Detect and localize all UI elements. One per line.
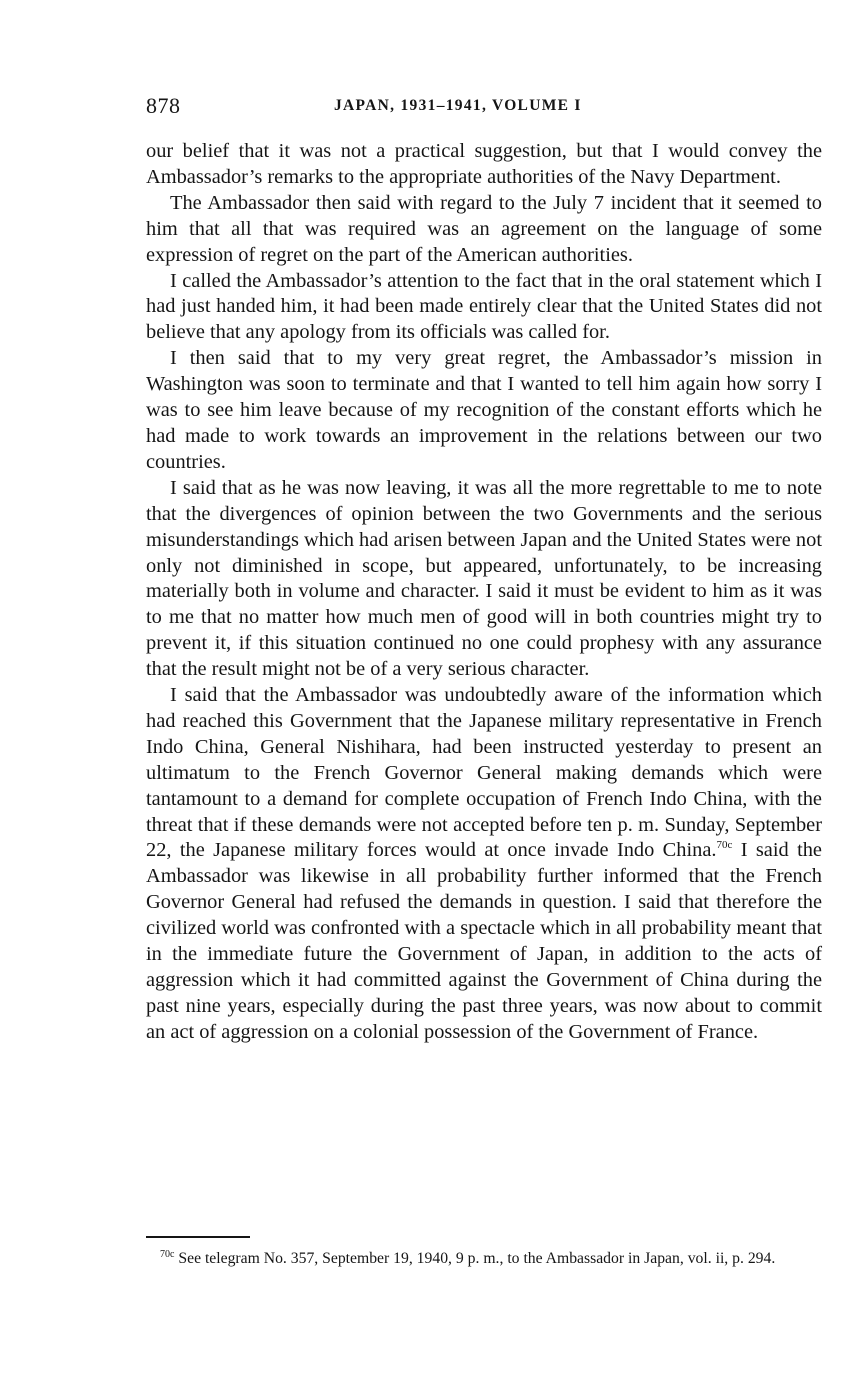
footnote [146,1249,817,1269]
paragraph-1: our belief that it was not a practical suggestion, but that I would convey the Ambassador’s remarks to the appropriate authorities of the Navy Department. [146,140,822,188]
footnote-reference[interactable]: 70c [716,839,733,852]
paragraph-6-part-2: I said the Ambassador was likewise in all probability further informed that the French Governor General had refused the demands in question. I said that therefore the civilized world was confronted with a spectacle which in all probability meant that in the immediate future the Government of Japan, in addition to the acts of aggression which it had committed against the Government of China during the past nine years, especially during the past three years, was now about to commit an act of aggression on a colonial possession of the Government of France. [146,839,822,1043]
footnote-marker: 70c [160,1249,175,1260]
paragraph-4: I then said that to my very great regret, the Ambassador’s mission in Washington was soon to terminate and that I wanted to tell him again how sorry I was to see him leave because of my recognition of the constant efforts which he had made to work towards an improvement in the relations between our two countries. [146,347,822,473]
running-head: JAPAN, 1931–1941, VOLUME I [334,97,582,114]
footnote-text: See telegram No. 357, September 19, 1940, 9 p. m., to the Ambassador in Japan, vol. ii, p. 294. [174,1250,776,1267]
paragraph-6 [146,683,822,1046]
paragraph-6-part-1: I said that the Ambassador was undoubtedly aware of the information which had reached this Government that the Japanese military representative in French Indo China, General Nishihara, had been instructed yesterday to present an ultimatum to the French Governor General making demands which were tantamount to a demand for complete occupation of French Indo China, with the threat that if these demands were not accepted before ten p. m. Sunday, September 22, the Japanese military forces would at once invade Indo China. [146,684,822,862]
footnote-divider [146,1236,250,1238]
paragraph-5: I said that as he was now leaving, it was all the more regrettable to me to note that the divergences of opinion between the two Governments and the serious misunderstandings which had arisen between Japan and the United States were not only not diminished in scope, but appeared, unfortunately, to be increasing materially both in volume and character. I said it must be evident to him as it was to me that no matter how much men of good will in both countries might try to prevent it, if this situation continued no one could prophesy with any assurance that the result might not be of a very serious character. [146,476,822,681]
paragraph-2: The Ambassador then said with regard to the July 7 incident that it seemed to him that all that was required was an agreement on the language of some expression of regret on the part of the American authorities. [146,191,822,266]
body-text [146,139,822,1046]
page-number: 878 [146,93,181,118]
paragraph-3: I called the Ambassador’s attention to the fact that in the oral statement which I had just handed him, it had been made entirely clear that the United States did not believe that any apology from its officials was called for. [146,269,822,344]
